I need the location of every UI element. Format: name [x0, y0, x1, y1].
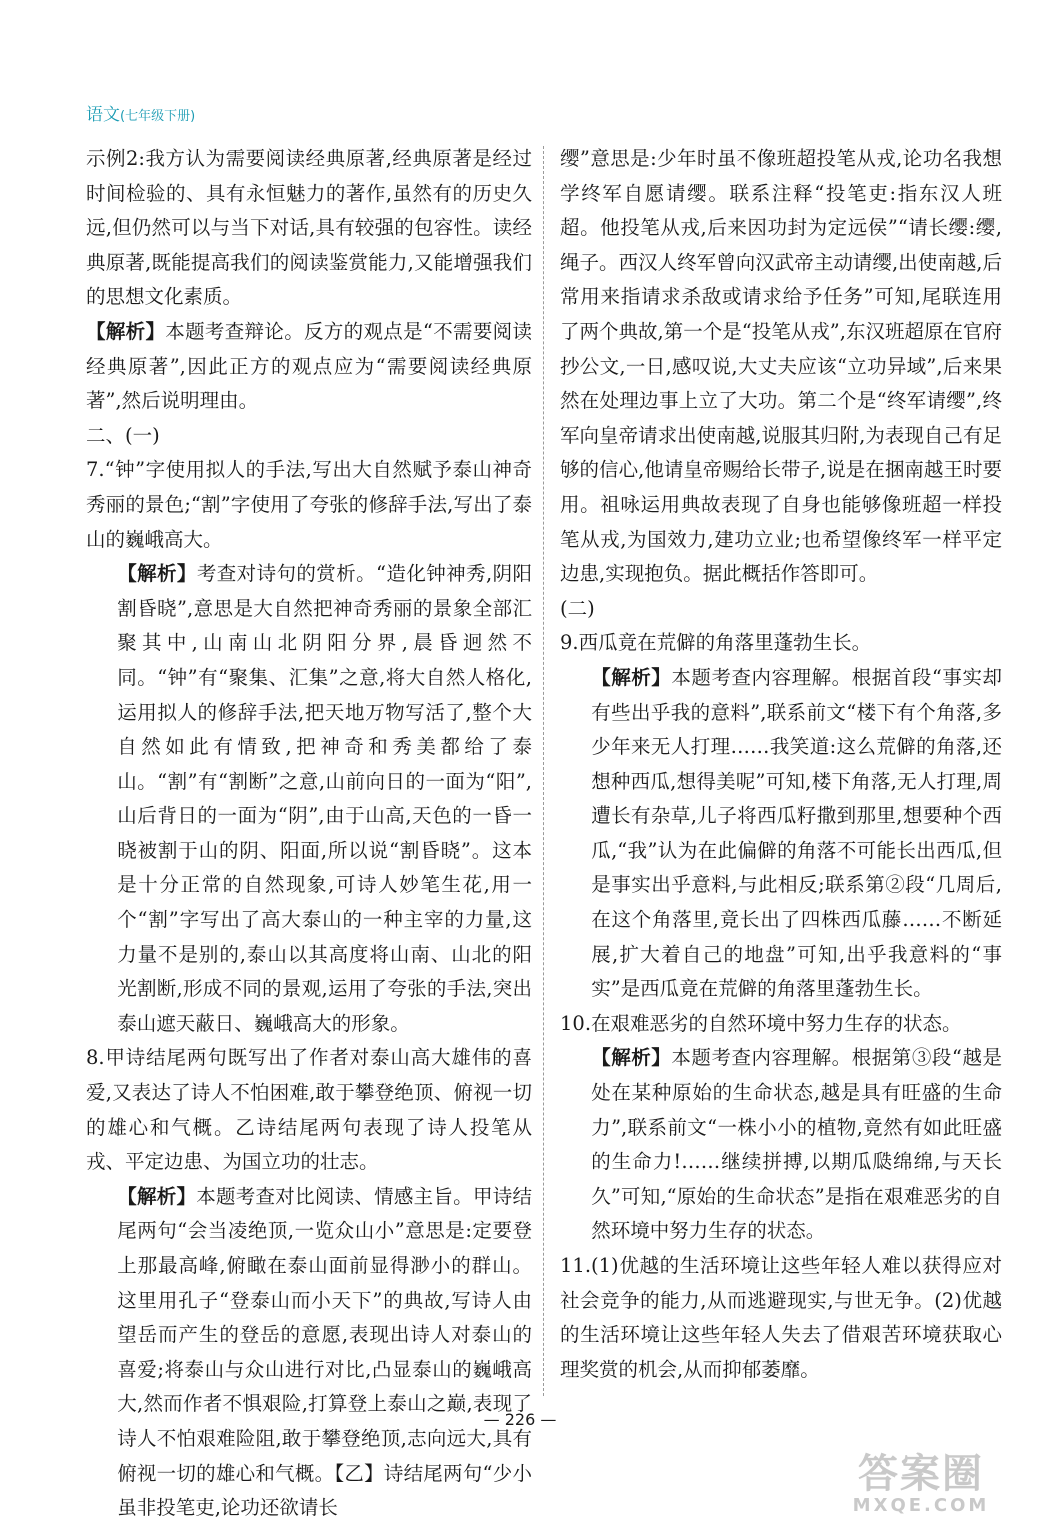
subject-label: 语文	[86, 105, 120, 125]
column-divider	[543, 146, 544, 1396]
analysis-tag: 【解析】	[591, 665, 672, 689]
question-9-number: 9.	[560, 631, 579, 655]
question-8-analysis-continued: 缨”意思是:少年时虽不像班超投笔从戎,论功名我想学终军自愿请缨。联系注释“投笔吏:指东汉人班超。他投笔从戎,后来因功封为定远侯”“请长缨:缨,绳子。西汉人终军曾向汉武帝主动请缨,出使南越,后常用来指请求杀敌或请求给予任务”可知,尾联连用了两个典故,第一个是“投笔从戎”,东汉班超原在官府抄公文,一日,感叹说,大丈夫应该“立功异域”,后来果然在处理边事上立了大功。第二个是“终军请缨”,终军向皇帝请求出使南越,说服其归附,为表现自己有足够的信心,他请皇帝赐给长带子,说是在捆南越王时要用。祖咏运用典故表现了自身也能够像班超一样投笔从戎,为国效力,建功立业;也希望像终军一样平定边患,实现抱负。据此概括作答即可。	[560, 147, 1002, 586]
analysis-text: 本题考查内容理解。根据第③段“越是处在某种原始的生命状态,越是具有旺盛的生命力”,联系前文“一株小小的植物,竟然有如此旺盛的生命力!……继续拼搏,以期瓜瓞绵绵,与天长久”可知,“原始的生命状态”是指在艰难恶劣的自然环境中努力生存的状态。	[591, 1046, 1002, 1243]
analysis-text: 本题考查内容理解。根据首段“事实却有些出乎我的意料”,联系前文“楼下有个角落,多少年来无人打理……我笑道:这么荒僻的角落,还想种西瓜,想得美呢”可知,楼下角落,无人打理,周遭长有杂草,儿子将西瓜籽撒到那里,想要种个西瓜,“我”认为在此偏僻的角落不可能长出西瓜,但是事实出乎意料,与此相反;联系第②段“几周后,在这个角落里,竟长出了四株西瓜藤……不断延展,扩大着自己的地盘”可知,出乎我意料的“事实”是西瓜竟在荒僻的角落里蓬勃生长。	[591, 665, 1002, 1001]
example-paragraph: 示例2:我方认为需要阅读经典原著,经典原著是经过时间检验的、具有永恒魅力的著作,虽然有的历史久远,但仍然可以与当下对话,具有较强的包容性。读经典原著,既能提高我们的阅读鉴赏能力,又能增强我们的思想文化素质。	[86, 147, 532, 309]
left-column	[86, 142, 532, 1526]
question-9-answer	[560, 626, 1002, 661]
page-number: — 226 —	[483, 1410, 557, 1429]
question-11-answer	[560, 1249, 1002, 1387]
analysis-tag: 【解析】	[86, 319, 166, 343]
question-11-text: (1)优越的生活环境让这些年轻人难以获得应对社会竞争的能力,从而逃避现实,与世无争。(2)优越的生活环境让这些年轻人失去了借艰苦环境获取心理奖赏的机会,从而抑郁萎靡。	[560, 1254, 1002, 1381]
analysis-tag: 【解析】	[591, 1046, 672, 1070]
question-11-number: 11.	[560, 1254, 592, 1277]
question-7-answer	[86, 453, 532, 557]
question-7-number: 7.	[86, 458, 105, 482]
question-10-analysis	[560, 1041, 1002, 1249]
question-8-analysis	[86, 1180, 532, 1526]
question-8-number: 8.	[86, 1046, 105, 1070]
analysis-tag: 【解析】	[117, 1184, 197, 1208]
question-9-text: 西瓜竟在荒僻的角落里蓬勃生长。	[578, 631, 872, 655]
analysis-tag: 【解析】	[117, 562, 197, 586]
question-10-answer	[560, 1007, 1002, 1042]
right-column	[560, 142, 1002, 1387]
question-10-text: 在艰难恶劣的自然环境中努力生存的状态。	[591, 1011, 962, 1035]
question-7-text: “钟”字使用拟人的手法,写出大自然赋予泰山神奇秀丽的景色;“割”字使用了夸张的修辞手法,写出了泰山的巍峨高大。	[86, 458, 532, 551]
grade-label: (七年级下册)	[120, 109, 196, 124]
question-8-answer	[86, 1041, 532, 1179]
watermark-logo	[816, 1452, 1026, 1522]
watermark-domain: MXQE.COM	[852, 1495, 990, 1516]
page-header	[86, 100, 195, 125]
question-10-number: 10.	[560, 1011, 592, 1035]
section-heading: 二、(一)	[86, 423, 160, 447]
analysis-paragraph	[86, 315, 532, 419]
analysis-text: 考查对诗句的赏析。“造化钟神秀,阴阳割昏晓”,意思是大自然把神奇秀丽的景象全部汇聚其中,山南山北阴阳分界,晨昏迥然不同。“钟”有“聚集、汇集”之意,将大自然人格化,运用拟人的修辞手法,把天地万物写活了,整个大自然如此有情致,把神奇和秀美都给了泰山。“割”有“割断”之意,山前向日的一面为“阳”,山后背日的一面为“阴”,由于山高,天色的一昏一晓被割于山的阴、阳面,所以说“割昏晓”。这本是十分正常的自然现象,可诗人妙笔生花,用一个“割”字写出了高大泰山的一种主宰的力量,这力量不是别的,泰山以其高度将山南、山北的阳光割断,形成不同的景观,运用了夸张的手法,突出泰山遮天蔽日、巍峨高大的形象。	[117, 562, 532, 1035]
question-9-analysis	[560, 661, 1002, 1007]
section-heading: (二)	[560, 596, 595, 620]
analysis-text: 本题考查辩论。反方的观点是“不需要阅读经典原著”,因此正方的观点应为“需要阅读经典原著”,然后说明理由。	[86, 319, 532, 413]
analysis-text: 本题考查对比阅读、情感主旨。甲诗结尾两句“会当凌绝顶,一览众山小”意思是:定要登上那最高峰,俯瞰在泰山面前显得渺小的群山。这里用孔子“登泰山而小天下”的典故,写诗人由望岳而产生的登岳的意愿,表现出诗人对泰山的喜爱;将泰山与众山进行对比,凸显泰山的巍峨高大,然而作者不惧艰险,打算登上泰山之巅,表现了诗人不怕艰难险阻,敢于攀登绝顶,志向远大,具有俯视一切的雄心和气概。【乙】诗结尾两句“少小虽非投笔吏,论功还欲请长	[117, 1184, 532, 1520]
watermark-title: 答案圈	[858, 1451, 984, 1497]
question-8-text: 甲诗结尾两句既写出了作者对泰山高大雄伟的喜爱,又表达了诗人不怕困难,敢于攀登绝顶、俯视一切的雄心和气概。乙诗结尾两句表现了诗人投笔从戎、平定边患、为国立功的壮志。	[86, 1046, 532, 1174]
question-7-analysis	[86, 557, 532, 1041]
